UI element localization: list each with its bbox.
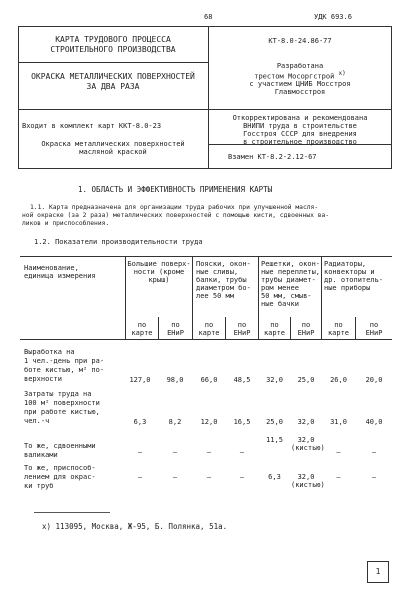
- developer-note: Разработана трестом Мосоргстрой $^{х)}$ с участием ЦНИБ Мосстроя Главмосстроя: [249, 62, 351, 97]
- table-cell: –: [206, 473, 212, 481]
- cell-note: (кистью): [291, 481, 325, 489]
- table-cell: –: [336, 448, 341, 456]
- paragraph-1-2: 1.2. Показатели производительности труда: [34, 238, 203, 246]
- subheader-card: по карте: [327, 321, 350, 337]
- table-cell: 25,0: [297, 376, 315, 384]
- replaces-note: Взамен КТ-8.2-2.12-67: [228, 153, 317, 161]
- table-cell: 66,0: [200, 376, 218, 384]
- table-cell: 8,2: [168, 418, 182, 426]
- table-cell: –: [371, 473, 377, 481]
- table-cell: 32,0: [297, 418, 315, 426]
- table-cell: –: [172, 473, 178, 481]
- table-cell: –: [239, 448, 245, 456]
- udk-code: УДК 693.6: [314, 13, 352, 21]
- table-cell: 20,0: [365, 376, 383, 384]
- card-code: КТ-8.0-24.86-77: [268, 37, 332, 45]
- table-cell: –: [137, 448, 143, 456]
- footnote-mark: х): [338, 70, 346, 77]
- correction-note: Откорректирована и рекомендована ВНИПИ труда в строительстве Госстроя СССР для внедрения в строительное производство: [232, 114, 368, 146]
- table-cell: 98,0: [166, 376, 184, 384]
- table-cell: 11,5: [266, 436, 283, 444]
- section-heading: 1. ОБЛАСТЬ И ЭФФЕКТИВНОСТЬ ПРИМЕНЕНИЯ КАРТЫ: [78, 185, 273, 194]
- paragraph-1-1: 1.1. Карта предназначена для организации труда рабочих при улучшенной масля- ной окраске (за 2 раза) металлических поверхностей с помощью кисти, сдвоенных ва- ликов и приспособления.: [22, 204, 330, 227]
- table-group-header: Большие поверх- ности (кроме крыш): [127, 260, 191, 284]
- table-cell: –: [137, 473, 143, 481]
- table-cell: 127,0: [129, 376, 151, 384]
- table-cell: 25,0: [266, 418, 283, 426]
- page-number: 68: [204, 13, 213, 21]
- subheader-norm: по ЕНиР: [297, 321, 315, 337]
- table-group-header: Решетки, окон- ные переплеты, трубы диамет- ром менее 50 мм, смыв- ные бачки: [261, 260, 321, 308]
- card-title: КАРТА ТРУДОВОГО ПРОЦЕССА СТРОИТЕЛЬНОГО ПРОИЗВОДСТВА: [50, 35, 176, 54]
- subheader-norm: по ЕНиР: [365, 321, 383, 337]
- table-group-header: Пояски, окон- ные сливы, балки, трубы диаметром бо- лее 50 мм: [196, 260, 251, 300]
- included-in-set: Входит в комплект карт ККТ-8.0-23: [22, 122, 162, 130]
- subheader-card: по карте: [198, 321, 220, 337]
- row-label-output: Выработка на 1 чел.-день при ра- боте кистью, м² по- верхности: [24, 348, 105, 383]
- subheader-card: по карте: [263, 321, 286, 337]
- table-cell: –: [206, 448, 212, 456]
- subheader-norm: по ЕНиР: [167, 321, 184, 337]
- cell-note: (кистью): [291, 444, 325, 452]
- table-cell: –: [172, 448, 178, 456]
- table-cell: –: [371, 448, 377, 456]
- table-cell: 6,3: [268, 473, 281, 481]
- subheader-norm: по ЕНиР: [233, 321, 251, 337]
- table-cell: 6,3: [133, 418, 147, 426]
- table-cell: 32,0 (кистью): [291, 436, 325, 452]
- table-cell: 31,0: [330, 418, 347, 426]
- table-cell: 12,0: [200, 418, 218, 426]
- table-cell: 32,0: [266, 376, 283, 384]
- subheader-card: по карте: [131, 321, 153, 337]
- row-label-device: То же, приспособ- лением для окрас- ки труб: [24, 464, 96, 490]
- sheet-number: 1: [375, 567, 381, 576]
- table-cell: 40,0: [365, 418, 383, 426]
- table-group-header: Радиаторы, конвекторы и др. отопитель- ные приборы: [324, 260, 384, 292]
- table-cell: 32,0 (кистью): [291, 473, 325, 489]
- table-cell: 16,5: [233, 418, 251, 426]
- footnote-address: х) 113095, Москва, Ж-95, Б. Полянка, 51а.: [42, 522, 228, 531]
- table-cell: 26,0: [330, 376, 347, 384]
- row-label-rollers: То же, сдвоенными валиками: [24, 442, 96, 459]
- row-label-labor: Затраты труда на 100 м² поверхности при работе кистью, чел.-ч: [24, 390, 100, 425]
- table-cell: 48,5: [233, 376, 251, 384]
- work-title: ОКРАСКА МЕТАЛЛИЧЕСКИХ ПОВЕРХНОСТЕЙ ЗА ДВА РАЗА: [31, 72, 195, 91]
- table-header-name: Наименование, единица измерения: [24, 264, 96, 280]
- included-description: Окраска металлических поверхностей масляной краской: [41, 140, 185, 156]
- footnote-separator: [34, 512, 110, 513]
- table-cell: –: [336, 473, 341, 481]
- sheet-number-box: [367, 561, 389, 583]
- table-cell: –: [239, 473, 245, 481]
